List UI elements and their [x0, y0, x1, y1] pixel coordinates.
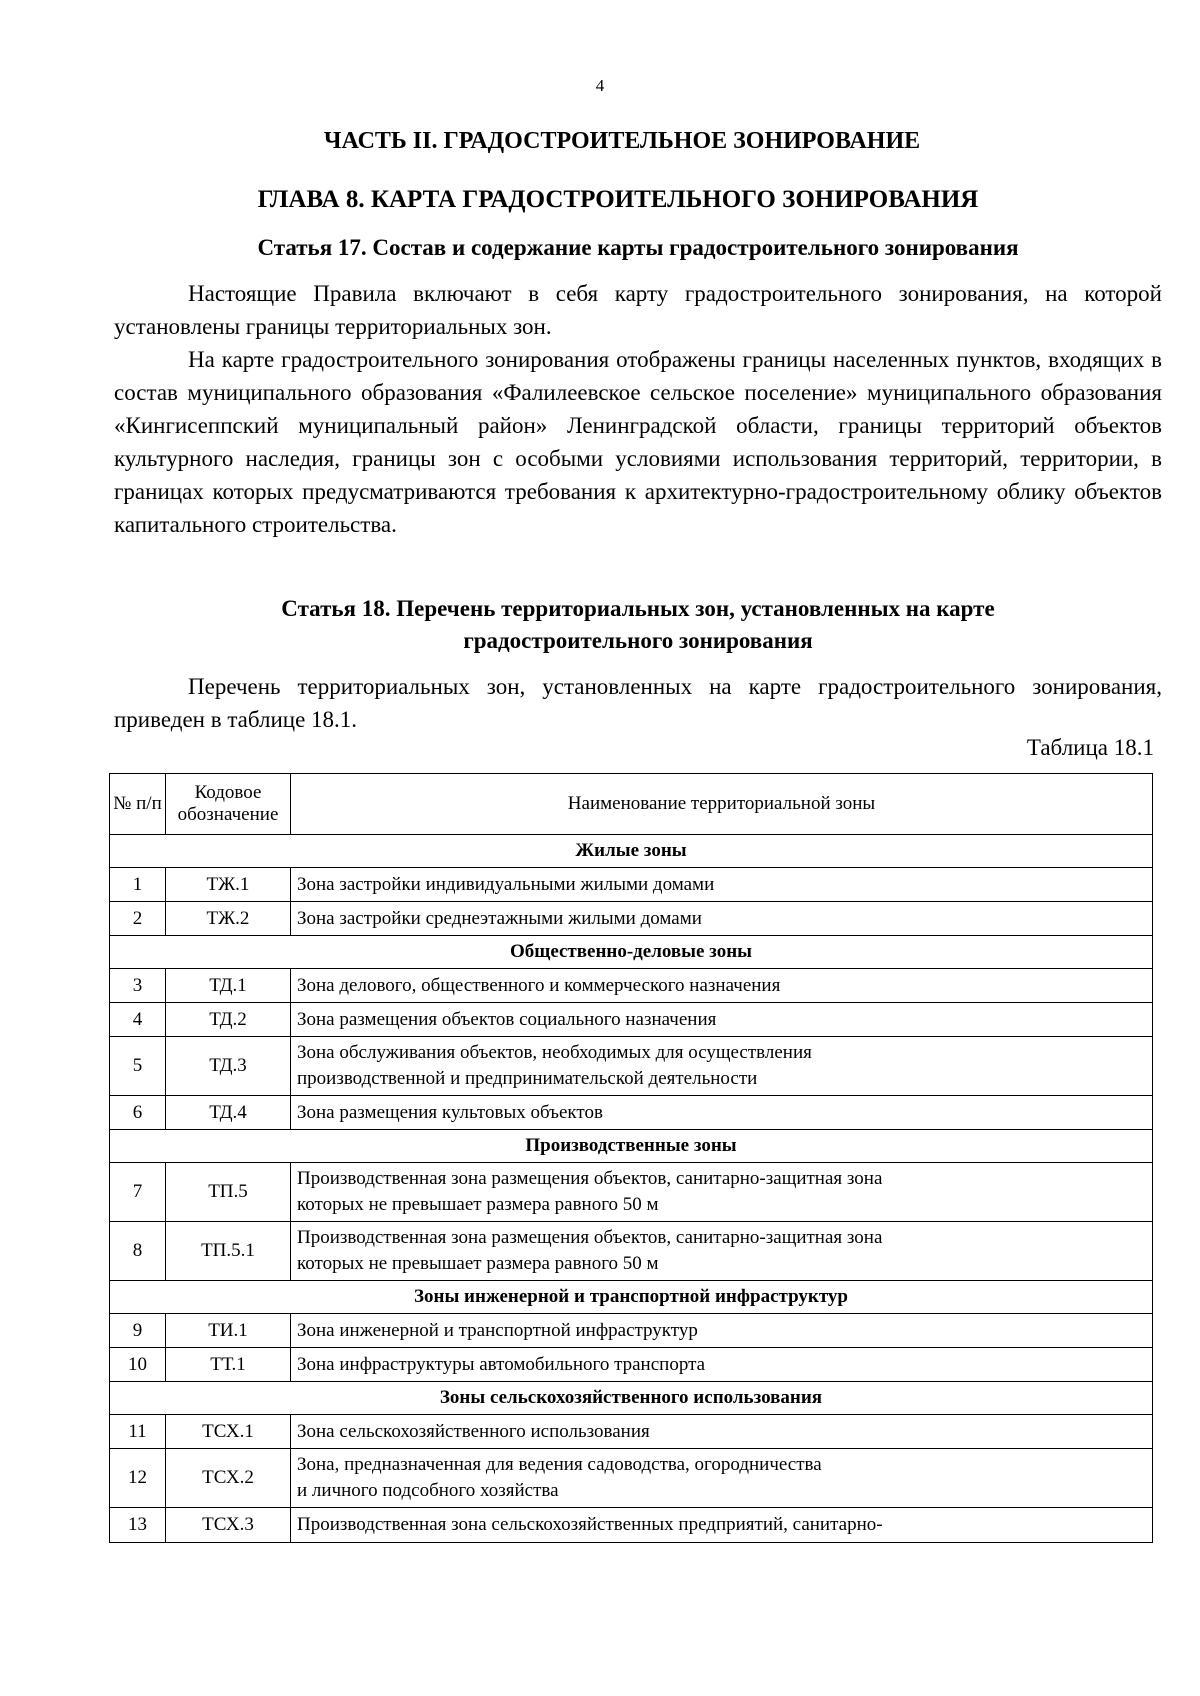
row-name-line-1: Зона обслуживания объектов, необходимых для осуществления — [297, 1042, 812, 1063]
row-name: Зона размещения объектов социального назначения — [291, 1003, 1153, 1037]
row-name — [291, 1222, 1153, 1281]
group-row — [110, 1281, 1153, 1314]
row-name: Зона размещения культовых объектов — [291, 1096, 1153, 1130]
row-code: ТД.1 — [166, 969, 291, 1003]
chapter-title: ГЛАВА 8. КАРТА ГРАДОСТРОИТЕЛЬНОГО ЗОНИРОВАНИЯ — [257, 186, 979, 213]
group-title: Общественно-деловые зоны — [110, 936, 1153, 969]
group-row — [110, 1382, 1153, 1415]
row-name-line-2: которых не превышает размера равного 50 м — [297, 1194, 659, 1215]
group-title: Зоны сельскохозяйственного использования — [110, 1382, 1153, 1415]
table-row — [110, 868, 1153, 902]
row-num: 4 — [110, 1003, 166, 1037]
part-title: ЧАСТЬ II. ГРАДОСТРОИТЕЛЬНОЕ ЗОНИРОВАНИЕ — [323, 128, 921, 154]
row-name-line-1: Зона, предназначенная для ведения садоводства, огородничества — [297, 1454, 822, 1475]
row-code: ТД.3 — [166, 1037, 291, 1096]
row-num: 5 — [110, 1037, 166, 1096]
row-name-line-1: Производственная зона размещения объектов, санитарно-защитная зона — [297, 1168, 883, 1189]
row-num: 9 — [110, 1314, 166, 1348]
table-row — [110, 1415, 1153, 1449]
row-name: Зона застройки среднеэтажными жилыми домами — [291, 902, 1153, 936]
table-row — [110, 1348, 1153, 1382]
group-row — [110, 1130, 1153, 1163]
row-name: Зона застройки индивидуальными жилыми домами — [291, 868, 1153, 902]
row-code: ТСХ.3 — [166, 1508, 291, 1543]
row-name — [291, 1449, 1153, 1508]
row-num: 1 — [110, 868, 166, 902]
row-num: 13 — [110, 1508, 166, 1543]
group-title: Производственные зоны — [110, 1130, 1153, 1163]
article-18-title — [114, 593, 1162, 657]
row-name-line-2: производственной и предпринимательской деятельности — [297, 1068, 758, 1089]
group-title: Зоны инженерной и транспортной инфраструктур — [110, 1281, 1153, 1314]
header-code — [166, 774, 291, 835]
row-code: ТП.5 — [166, 1163, 291, 1222]
header-code-line-2: обозначение — [177, 804, 279, 825]
row-name-line-1: Производственная зона размещения объектов, санитарно-защитная зона — [297, 1227, 883, 1248]
table-row — [110, 1222, 1153, 1281]
article-17-paragraph-2: На карте градостроительного зонирования отображены границы населенных пунктов, входящих в состав муниципального образования «Фалилеевское сельское поселение» муниципального образования «Кингисеппский муниципальный район» Ленинградской области, границы территорий объектов культурного наследия, границы зон с особыми условиями использования территорий, территории, в границах которых предусматриваются требования к архитектурно-градостроительному облику объектов капитального строительства. — [114, 347, 1162, 537]
article-18-title-line-2: градостроительного зонирования — [463, 628, 813, 653]
row-name-line-2: и личного подсобного хозяйства — [297, 1480, 559, 1501]
row-name — [291, 1163, 1153, 1222]
article-17-paragraph-1: Настоящие Правила включают в себя карту градостроительного зонирования, на которой установлены границы территориальных зон. — [114, 281, 1162, 339]
table-row — [110, 1314, 1153, 1348]
row-code: ТП.5.1 — [166, 1222, 291, 1281]
row-num: 7 — [110, 1163, 166, 1222]
row-code: ТЖ.2 — [166, 902, 291, 936]
row-num: 3 — [110, 969, 166, 1003]
row-num: 8 — [110, 1222, 166, 1281]
header-num: № п/п — [110, 774, 166, 835]
row-num: 11 — [110, 1415, 166, 1449]
row-code: ТИ.1 — [166, 1314, 291, 1348]
table-row — [110, 1449, 1153, 1508]
table-caption: Таблица 18.1 — [1026, 735, 1154, 760]
page-number: 4 — [595, 76, 605, 95]
article-18-paragraph-1: Перечень территориальных зон, установленных на карте градостроительного зонирования, приведен в таблице 18.1. — [114, 674, 1162, 732]
row-code: ТТ.1 — [166, 1348, 291, 1382]
table-row — [110, 1163, 1153, 1222]
article-17-title: Статья 17. Состав и содержание карты градостроительного зонирования — [257, 235, 1019, 260]
row-name: Зона инфраструктуры автомобильного транспорта — [291, 1348, 1153, 1382]
row-num: 2 — [110, 902, 166, 936]
row-num: 10 — [110, 1348, 166, 1382]
group-title: Жилые зоны — [110, 835, 1153, 868]
row-num: 12 — [110, 1449, 166, 1508]
row-name — [291, 1037, 1153, 1096]
row-code: ТСХ.2 — [166, 1449, 291, 1508]
row-name: Зона делового, общественного и коммерческого назначения — [291, 969, 1153, 1003]
table-row — [110, 969, 1153, 1003]
row-name-line-2: которых не превышает размера равного 50 м — [297, 1253, 659, 1274]
table-row — [110, 1508, 1153, 1543]
table-row — [110, 1003, 1153, 1037]
row-code: ТЖ.1 — [166, 868, 291, 902]
article-18-title-line-1: Статья 18. Перечень территориальных зон, установленных на карте — [281, 596, 995, 621]
row-num: 6 — [110, 1096, 166, 1130]
header-name: Наименование территориальной зоны — [291, 774, 1153, 835]
row-code: ТСХ.1 — [166, 1415, 291, 1449]
table-header-row — [110, 774, 1153, 835]
table-row — [110, 1096, 1153, 1130]
group-row — [110, 835, 1153, 868]
table-row — [110, 1037, 1153, 1096]
zones-table — [109, 773, 1153, 1543]
row-code: ТД.2 — [166, 1003, 291, 1037]
row-name: Зона сельскохозяйственного использования — [291, 1415, 1153, 1449]
table-row — [110, 902, 1153, 936]
row-name: Зона инженерной и транспортной инфраструктур — [291, 1314, 1153, 1348]
header-code-line-1: Кодовое — [194, 782, 262, 803]
row-name: Производственная зона сельскохозяйственных предприятий, санитарно- — [291, 1508, 1153, 1543]
group-row — [110, 936, 1153, 969]
row-code: ТД.4 — [166, 1096, 291, 1130]
